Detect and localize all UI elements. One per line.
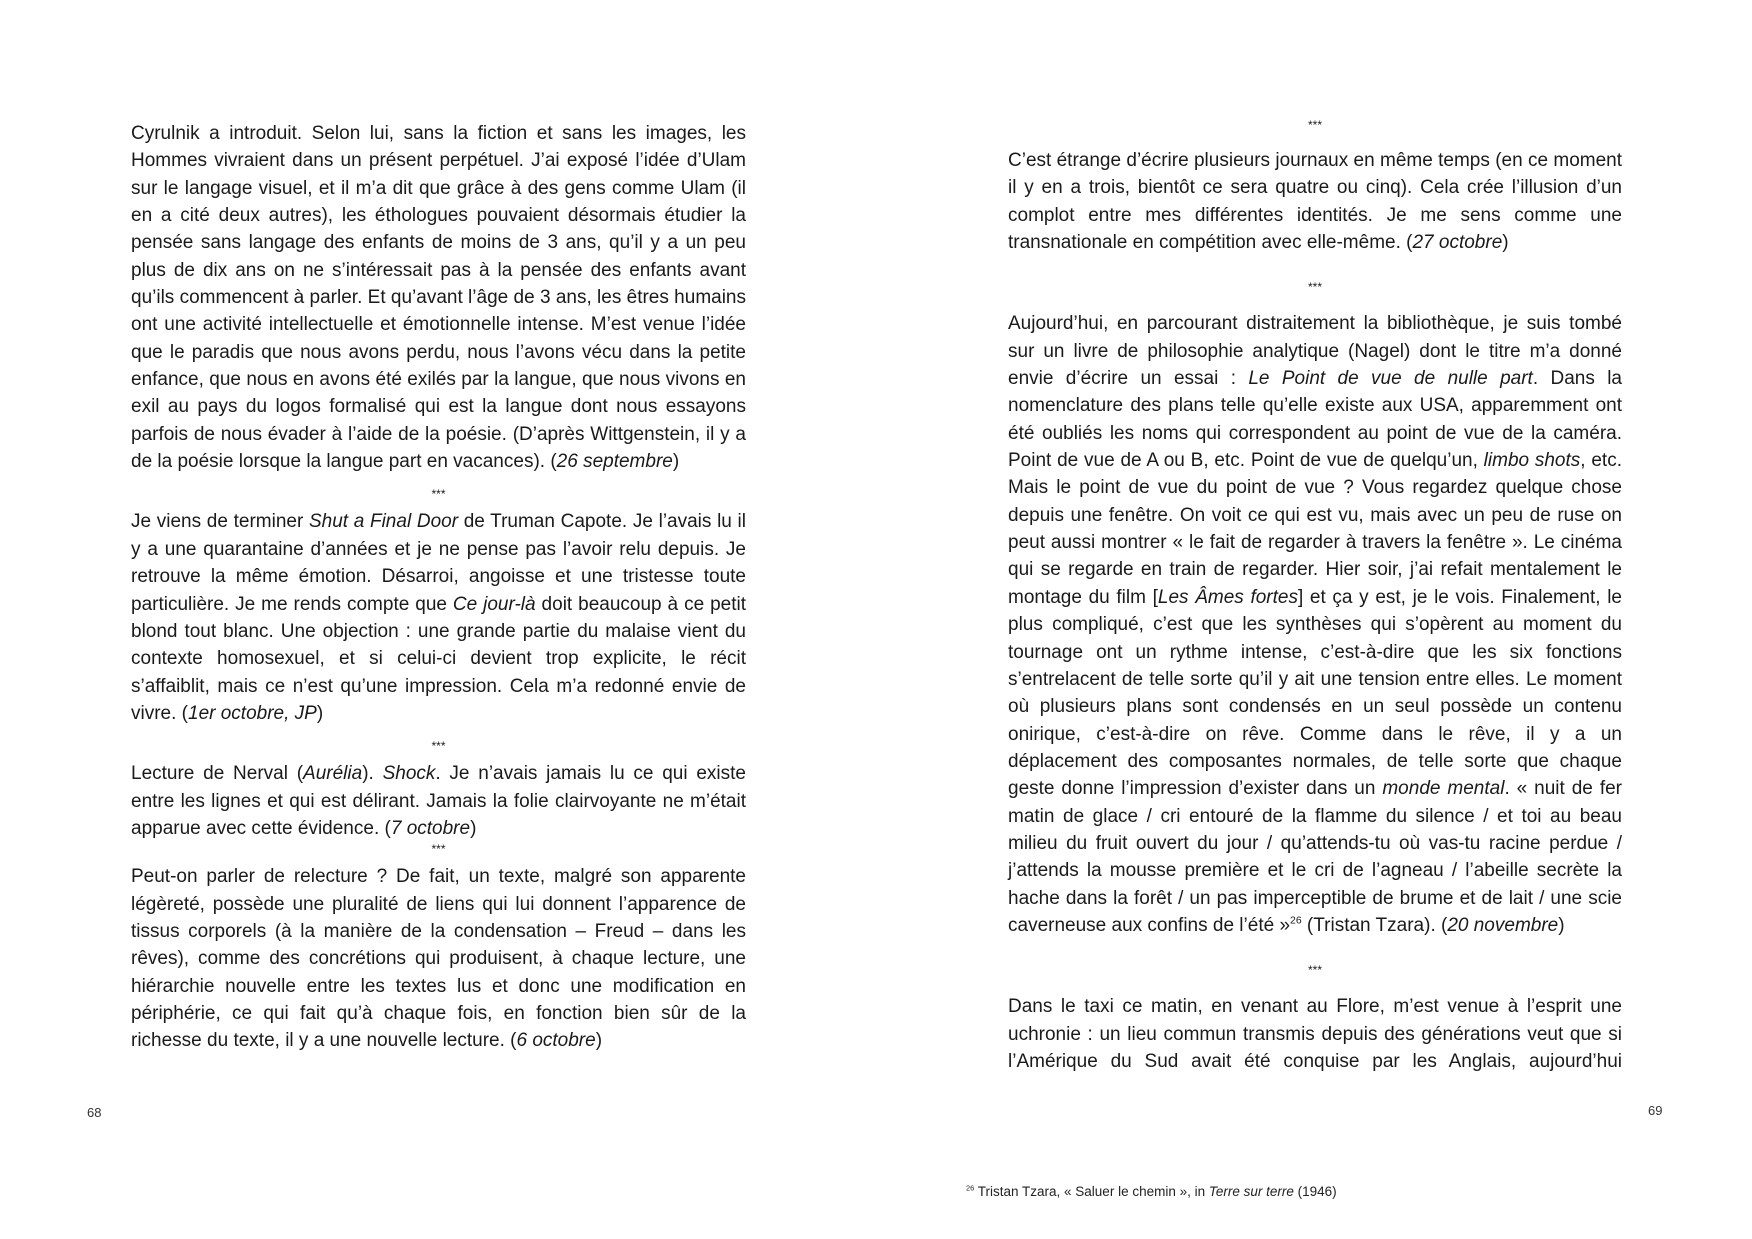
entry-paragraph: Cyrulnik a introduit. Selon lui, sans la fiction et sans les images, les Hommes vivraient dans un présent perpétuel. J’ai exposé l’idée d’Ulam sur le langage visuel, et il m’a dit que grâce à des gens comme Ulam (il en a cité deux autres), les éthologues pouvaient désormais étudier la pensée sans langage des enfants de moins de 3 ans, qu’il y a un peu plus de dix ans on ne s’intéressait pas à la pensée des enfants avant qu’ils commencent à parler. Et qu’avant l’âge de 3 ans, les êtres humains ont une activité intellectuelle et émotionnelle intense. M’est venue l’idée que le paradis que nous avons perdu, nous l’avons vécu dans la petite enfance, que nous en avons été exilés par la langue, que nous vivons en exil au pays du logos formalisé qui est la langue dont nous essayons parfois de nous évader à l’aide de la poésie. (D’après Wittgenstein, il y a de la poésie lorsque la langue part en vacances). (26 septembre) bbox=[131, 123, 746, 473]
italic-text: Shock bbox=[382, 763, 436, 785]
entry-paragraph: Dans le taxi ce matin, en venant au Flore, m’est venue à l’esprit une uchronie : un lieu commun transmis depuis des générations veut que si l’Amérique du Sud avait été conquise par les Anglais, aujourd’hui bbox=[1008, 996, 1622, 1072]
footnote-ref[interactable]: 26 bbox=[1290, 915, 1302, 927]
journal-entry bbox=[131, 863, 746, 1054]
journal-entry bbox=[1008, 993, 1622, 1075]
entry-paragraph: Peut-on parler de relecture ? De fait, un texte, malgré son apparente légèreté, possède une pluralité de liens qui lui donnent l’apparence de tissus corporels (à la manière de la condensation – Freud – dans les rêves), comme des concrétions qui produisent, à chaque lecture, une hiérarchie nouvelle entre les textes lus et donc une modification en périphérie, ce qui fait qu’à chaque fois, en fonction bien sûr de la richesse du texte, il y a une nouvelle lecture. (6 octobre) bbox=[131, 866, 746, 1052]
journal-entry bbox=[131, 760, 746, 842]
italic-text: 26 septembre bbox=[556, 451, 673, 473]
entry-paragraph: Je viens de terminer Shut a Final Door de Truman Capote. Je l’avais lu il y a une quarantaine d’années et je ne pense pas l’avoir relu depuis. Je retrouve la même émotion. Désarroi, angoisse et une tristesse toute particulière. Je me rends compte que Ce jour-là doit beaucoup à ce petit blond tout blanc. Une objection : une grande partie du malaise vient du contexte homosexuel, et si celui-ci devient trop explicite, le récit s’affaiblit, mais ce n’est qu’une impression. Cela m’a redonné envie de vivre. (1er octobre, JP) bbox=[131, 511, 746, 724]
journal-entry bbox=[131, 120, 746, 475]
footnote-number: 26 bbox=[966, 1183, 975, 1193]
left-page-text bbox=[131, 120, 746, 1055]
italic-text: Shut a Final Door bbox=[308, 511, 459, 533]
right-page-text bbox=[1008, 118, 1622, 1075]
section-separator: *** bbox=[1307, 118, 1322, 132]
italic-text: 7 octobre bbox=[390, 817, 471, 839]
italic-text: limbo shots bbox=[1483, 450, 1581, 472]
italic-text: 20 novembre bbox=[1447, 914, 1559, 936]
entry-paragraph: Aujourd’hui, en parcourant distraitement la bibliothèque, je suis tombé sur un livre de philosophie analytique (Nagel) dont le titre m’a donné envie d’écrire un essai : Le Point de vue de nulle part. Dans la nomenclature des plans telle qu’elle existe aux USA, apparemment ont été oubliés les noms qui correspondent au point de vue de la caméra. Point de vue de A ou B, etc. Point de vue de quelqu’un, limbo shots, etc. Mais le point de vue du point de vue ? Vous regardez quelque chose depuis une fenêtre. On voit ce qui est vu, mais avec un peu de ruse on peut aussi montrer « le fait de regarder à travers la fenêtre ». Le cinéma qui se regarde en train de regarder. Hier soir, j’ai refait mentalement le montage du film [Les Âmes fortes] et ça y est, je le vois. Finalement, le plus compliqué, c’est que les synthèses qui s’opèrent au moment du tournage ont un rythme intense, c’est-à-dire que les six fonctions s’entrelacent de telle sorte qu’il y ait une tension entre elles. Le moment où plusieurs plans sont condensés en un seul possède un contenu onirique, c’est-à-dire on rêve. Comme dans le rêve, il y a un déplacement des composantes normales, de telle sorte que chaque geste donne l’impression d’exister dans un monde mental. « nuit de fer matin de glace / cri entouré de la flamme du silence / et toi au beau milieu du fruit ouvert du jour / qu’attends-tu où vas-tu racine perdue / j’attends la mousse première et le cri de l’agneau / l’abeille secrète la hache dans la forêt / un pas imperceptible de brume et de lait / une scie caverneuse aux confins de l’été »$^{26}$ (Tristan Tzara). (20 novembre) bbox=[1008, 313, 1622, 936]
italic-text: Les Âmes fortes bbox=[1157, 586, 1298, 608]
section-separator: *** bbox=[431, 842, 446, 857]
page-number: 68 bbox=[87, 1105, 102, 1120]
section-separator: *** bbox=[1307, 963, 1322, 978]
italic-text: monde mental bbox=[1382, 778, 1505, 800]
italic-text: 27 octobre bbox=[1412, 232, 1503, 254]
entry-paragraph: Lecture de Nerval (Aurélia). Shock. Je n’avais jamais lu ce qui existe entre les lignes et qui est délirant. Jamais la folie clairvoyante ne m’était apparue avec cette évidence. (7 octobre) bbox=[131, 763, 746, 839]
italic-text: Le Point de vue de nulle part bbox=[1248, 368, 1533, 390]
section-separator: *** bbox=[431, 487, 446, 502]
italic-text: Ce jour-là bbox=[452, 593, 536, 615]
page-number: 69 bbox=[1648, 1103, 1663, 1118]
journal-entry bbox=[1008, 310, 1622, 939]
italic-text: 6 octobre bbox=[516, 1030, 596, 1052]
journal-entry bbox=[1008, 147, 1622, 256]
italic-text: Terre sur terre bbox=[1208, 1184, 1294, 1199]
italic-text: Aurélia bbox=[303, 763, 363, 785]
italic-text: 1er octobre, JP bbox=[188, 702, 317, 724]
section-separator: *** bbox=[1307, 280, 1322, 295]
entry-paragraph: C’est étrange d’écrire plusieurs journaux en même temps (en ce moment il y en a trois, bientôt ce sera quatre ou cinq). Cela crée l’illusion d’un complot entre mes différentes identités. Je me sens comme une transnationale en compétition avec elle-même. (27 octobre) bbox=[1008, 150, 1622, 254]
footnote-text: Tristan Tzara, « Saluer le chemin », in Terre sur terre (1946) bbox=[974, 1184, 1337, 1199]
journal-entry bbox=[131, 508, 746, 727]
footnote bbox=[966, 1184, 1337, 1199]
section-separator: *** bbox=[431, 739, 446, 754]
